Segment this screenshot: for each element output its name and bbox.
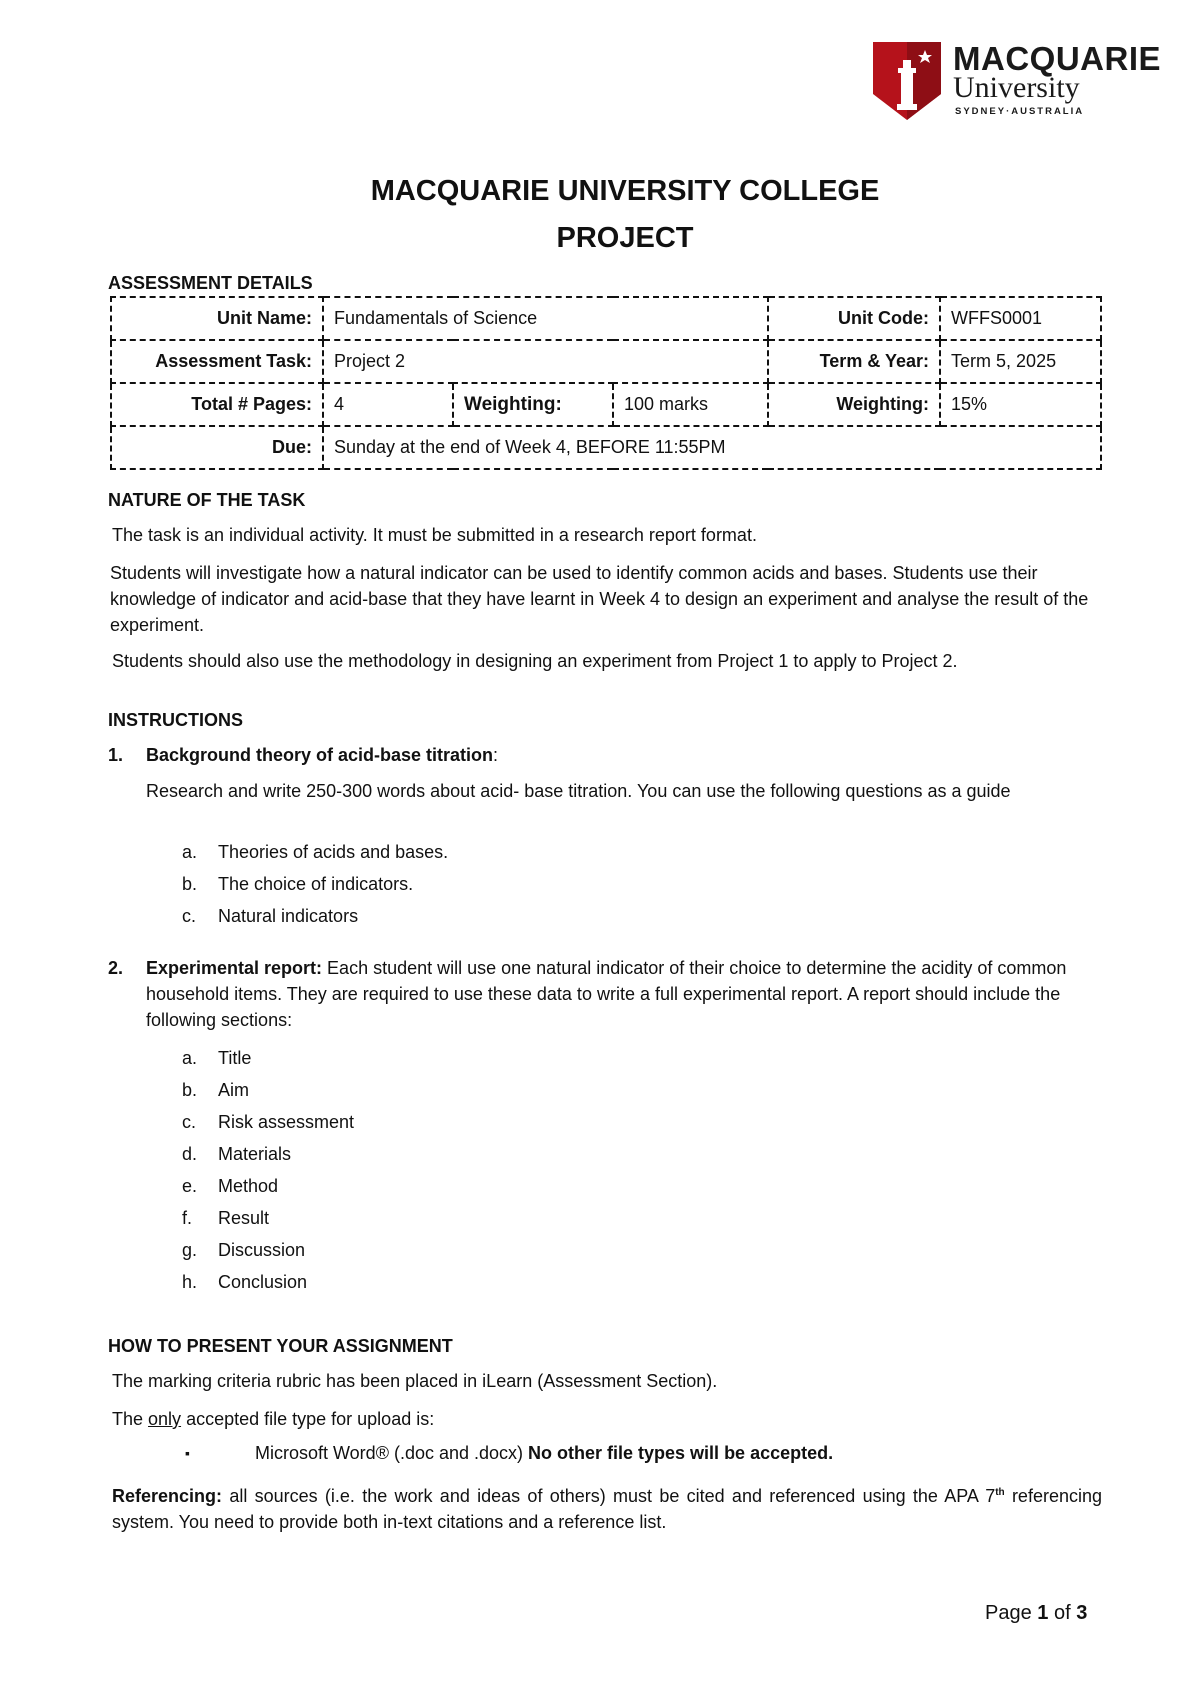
referencing-paragraph: Referencing: all sources (i.e. the work and ideas of others) must be cited and referenced using the APA 7th referencing system. You need to provide both in-text citations and a reference list. [112, 1486, 1102, 1532]
shield-crest-icon [873, 42, 941, 120]
unit-code-label: Unit Code: [768, 297, 940, 340]
item-1-text: Research and write 250-300 words about acid- base titration. You can use the following questions as a guide [146, 781, 1011, 801]
page-number: Page 1 of 3 [985, 1602, 1088, 1624]
file-types: Microsoft Word® (.doc and .docx) No other file types will be accepted. [255, 1443, 834, 1463]
nature-paragraph-3: Students should also use the methodology in designing an experiment from Project 1 to apply to Project 2. [112, 651, 958, 671]
item-1-title: Background theory of acid-base titration [146, 745, 494, 765]
weighting-marks-value: 100 marks [613, 383, 768, 426]
list-item: e. Method [182, 1176, 279, 1196]
item-1-number: 1. [108, 745, 124, 765]
assessment-task-label: Assessment Task: [111, 340, 323, 383]
nature-paragraph-1: The task is an individual activity. It must be submitted in a research report format. [112, 525, 757, 545]
document-subtitle: PROJECT [556, 222, 694, 254]
item-1-colon: : [493, 745, 499, 765]
present-heading: HOW TO PRESENT YOUR ASSIGNMENT [108, 1336, 453, 1356]
list-item: g. Discussion [182, 1240, 306, 1260]
table-row [111, 340, 1101, 383]
item-2-title: Experimental report: [146, 958, 323, 978]
list-item: f. Result [182, 1208, 270, 1228]
university-logo [873, 40, 1161, 120]
total-pages-label: Total # Pages: [111, 383, 323, 426]
list-item: a. Title [182, 1048, 252, 1068]
list-item: h. Conclusion [182, 1272, 308, 1292]
list-item: b. The choice of indicators. [182, 874, 414, 894]
assessment-task-value: Project 2 [323, 340, 768, 383]
weighting-value: 15% [940, 383, 1101, 426]
assessment-details-heading: ASSESSMENT DETAILS [108, 273, 313, 293]
item-2-number: 2. [108, 958, 124, 978]
unit-code-value: WFFS0001 [940, 297, 1101, 340]
term-year-label: Term & Year: [768, 340, 940, 383]
total-pages-value: 4 [323, 383, 453, 426]
term-year-value: Term 5, 2025 [940, 340, 1101, 383]
logo-wordmark: MACQUARIE [953, 40, 1161, 77]
weighting-label: Weighting: [768, 383, 940, 426]
weighting-marks-label: Weighting: [453, 383, 613, 426]
bullet-icon: ▪ [185, 1445, 190, 1461]
table-row [111, 297, 1101, 340]
list-item: d. Materials [182, 1144, 292, 1164]
table-row [111, 383, 1101, 426]
present-paragraph-1: The marking criteria rubric has been placed in iLearn (Assessment Section). [112, 1371, 718, 1391]
logo-subtitle: University [953, 71, 1080, 104]
nature-heading: NATURE OF THE TASK [108, 490, 306, 510]
instructions-heading: INSTRUCTIONS [108, 710, 243, 730]
unit-name-value: Fundamentals of Science [323, 297, 768, 340]
list-item: c. Natural indicators [182, 906, 359, 926]
item-1-title-line [146, 742, 1100, 768]
logo-location: SYDNEY·AUSTRALIA [955, 106, 1085, 117]
present-paragraph-2: The only accepted file type for upload is: [112, 1409, 435, 1429]
due-label: Due: [111, 426, 323, 469]
document-title: MACQUARIE UNIVERSITY COLLEGE [370, 175, 880, 207]
item-2-text: Experimental report: Each student will use one natural indicator of their choice to determine the acidity of common household items. They are required to use these data to write a full experimental report. A report should include the following sections: [146, 958, 1067, 1030]
assessment-details-table [110, 296, 1102, 470]
table-row [111, 426, 1101, 469]
list-item: b. Aim [182, 1080, 249, 1100]
due-value: Sunday at the end of Week 4, BEFORE 11:55PM [323, 426, 1101, 469]
list-item: a. Theories of acids and bases. [182, 842, 449, 862]
list-item: c. Risk assessment [182, 1112, 355, 1132]
nature-paragraph-2: Students will investigate how a natural indicator can be used to identify common acids and bases. Students use their knowledge of indicator and acid-base that they have learnt in Week 4 to design an experiment and analyse the result of the experiment. [110, 563, 1089, 635]
unit-name-label: Unit Name: [111, 297, 323, 340]
